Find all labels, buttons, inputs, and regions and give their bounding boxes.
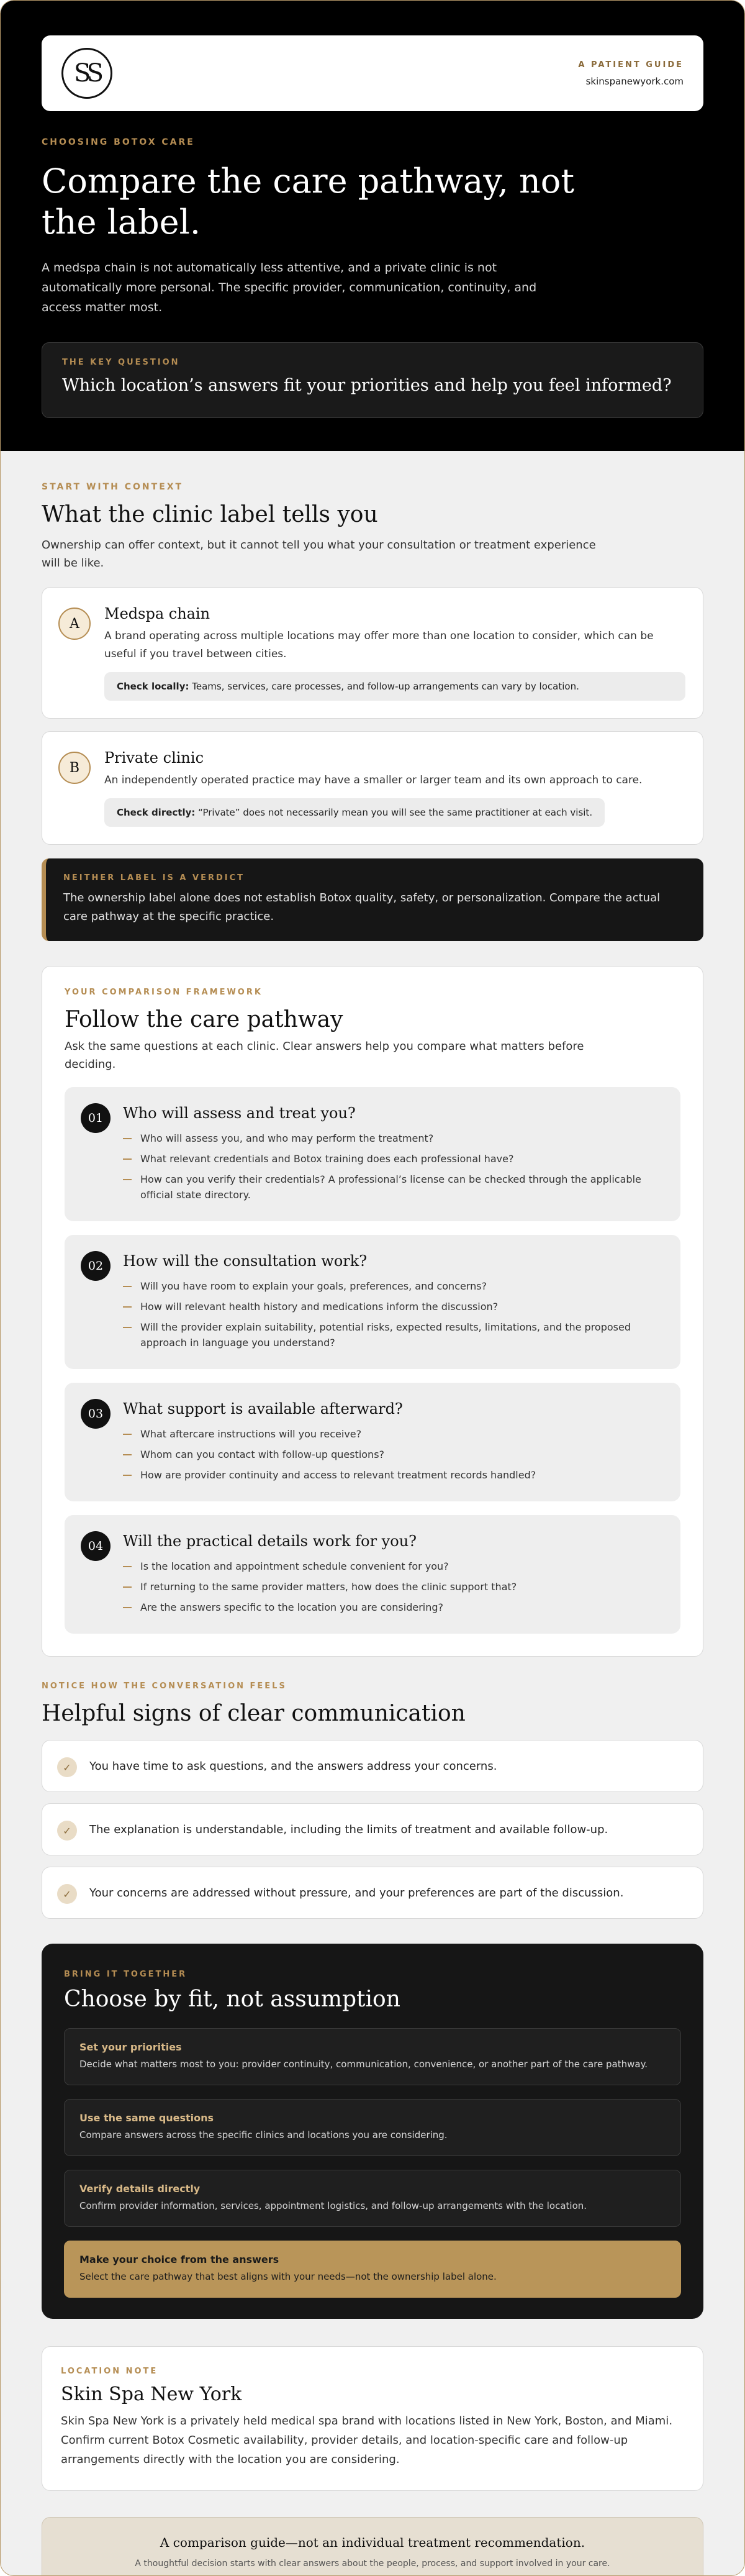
key-question-label: THE KEY QUESTION	[62, 358, 180, 367]
footer-line-1: A comparison guide—not an individual treatment recommendation.	[160, 2535, 585, 2550]
step-title: Who will assess and treat you?	[123, 1104, 356, 1122]
together-eyebrow: BRING IT TOGETHER	[64, 1970, 187, 1979]
together-section	[1, 1944, 744, 2319]
together-title: Choose by fit, not assumption	[64, 1987, 400, 2012]
context-subtitle: Ownership can offer context, but it cannot tell you what your consultation or treatment experience will be like.	[42, 539, 596, 570]
context-eyebrow: START WITH CONTEXT	[42, 482, 184, 492]
list-item: If returning to the same provider matters, how does the clinic support that?	[123, 1579, 517, 1595]
location-section	[1, 2346, 744, 2491]
together-step	[64, 2170, 681, 2227]
page-title: Compare the care pathway, not the label.	[42, 162, 575, 242]
step-card	[65, 1383, 680, 1501]
list-item: Who will assess you, and who may perform the treatment?	[123, 1131, 666, 1146]
check-icon: ✓	[57, 1757, 77, 1777]
key-question: Which location’s answers fit your priorities and help you feel informed?	[62, 376, 672, 395]
check-icon: ✓	[57, 1884, 77, 1904]
hero-lede: A medspa chain is not automatically less attentive, and a private clinic is not automatically more personal. The specific provider, communication, continuity, and access matter most.	[42, 261, 537, 314]
step-number: 02	[81, 1251, 111, 1281]
step-title: How will the consultation work?	[123, 1252, 368, 1270]
brand-info	[578, 60, 684, 87]
verdict-callout	[42, 858, 703, 941]
signs-eyebrow: NOTICE HOW THE CONVERSATION FEELS	[42, 1682, 287, 1691]
letter-badge: A	[58, 608, 91, 640]
framework-subtitle: Ask the same questions at each clinic. Clear answers help you compare what matters before deciding.	[65, 1040, 584, 1071]
context-section	[1, 482, 744, 941]
label-card-note	[104, 672, 685, 701]
list-item: Whom can you contact with follow-up questions?	[123, 1447, 536, 1462]
list-item: What aftercare instructions will you receive?	[123, 1426, 536, 1442]
location-title: Skin Spa New York	[61, 2383, 242, 2405]
together-step-final	[64, 2241, 681, 2298]
label-card-body: An independently operated practice may have a smaller or larger team and its own approach to care.	[104, 774, 643, 786]
hero	[1, 1, 744, 451]
step-questions	[123, 1278, 666, 1350]
label-card-medspa-chain	[42, 587, 703, 719]
sign-text: The explanation is understandable, including the limits of treatment and available follow-up.	[89, 1823, 608, 1836]
step-card	[65, 1087, 680, 1221]
framework-title: Follow the care pathway	[65, 1007, 343, 1032]
list-item: How are provider continuity and access to relevant treatment records handled?	[123, 1467, 536, 1483]
label-card-private-clinic	[42, 731, 703, 845]
footer-line-2: A thoughtful decision starts with clear answers about the people, process, and support involved in your care.	[135, 2559, 610, 2569]
note-text: Teams, services, care processes, and follow-up arrangements can vary by location.	[192, 681, 579, 692]
step-number: 01	[81, 1103, 111, 1133]
signs-section	[1, 1682, 744, 1919]
step-questions	[123, 1131, 666, 1203]
step-card	[65, 1515, 680, 1634]
footer	[42, 2517, 703, 2576]
brand-bar	[42, 35, 703, 111]
together-step-body: Decide what matters most to you: provider continuity, communication, convenience, or another part of the care pathway.	[79, 2059, 648, 2070]
location-body: Skin Spa New York is a privately held medical spa brand with locations listed in New York, Boston, and Miami. Confirm current Botox Cosmetic availability, provider details, and location-specific care and follow-up arrangements directly with the location you are considering.	[61, 2414, 673, 2466]
sign-text: You have time to ask questions, and the answers address your concerns.	[89, 1759, 497, 1773]
sign-item	[42, 1803, 703, 1855]
framework-card	[42, 966, 703, 1657]
location-card	[42, 2346, 703, 2491]
logo[interactable]: SS	[61, 48, 112, 99]
list-item: Are the answers specific to the location you are considering?	[123, 1600, 517, 1615]
together-step	[64, 2028, 681, 2085]
together-step-body: Compare answers across the specific clinics and locations you are considering.	[79, 2129, 448, 2141]
together-card	[42, 1944, 703, 2319]
list-item: Is the location and appointment schedule convenient for you?	[123, 1559, 517, 1574]
step-number: 04	[81, 1531, 111, 1561]
list-item: What relevant credentials and Botox training does each professional have?	[123, 1151, 666, 1167]
together-step-title: Verify details directly	[79, 2183, 201, 2195]
footer-section	[1, 2517, 744, 2576]
key-question-box	[42, 342, 703, 418]
list-item: How can you verify their credentials? A professional’s license can be checked through the applicable official state directory.	[123, 1172, 666, 1203]
together-step-body: Select the care pathway that best aligns with your needs—not the ownership label alone.	[79, 2271, 497, 2282]
step-number: 03	[81, 1399, 111, 1429]
verdict-eyebrow: NEITHER LABEL IS A VERDICT	[63, 873, 245, 883]
verdict-text: The ownership label alone does not establish Botox quality, safety, or personalization. Compare the actual care pathway at the specific practice.	[63, 891, 661, 923]
together-step-title: Use the same questions	[79, 2112, 214, 2124]
note-label: Check locally:	[117, 681, 189, 692]
label-card-title: Medspa chain	[104, 605, 210, 622]
step-title: What support is available afterward?	[123, 1400, 403, 1418]
site-link[interactable]: skinspanewyork.com	[585, 75, 684, 87]
step-questions	[123, 1426, 536, 1483]
signs-title: Helpful signs of clear communication	[42, 1701, 466, 1726]
note-label: Check directly:	[117, 807, 196, 818]
framework-section	[1, 966, 744, 1657]
list-item: Will you have room to explain your goals, preferences, and concerns?	[123, 1278, 666, 1294]
sign-item	[42, 1867, 703, 1919]
together-step-body: Confirm provider information, services, appointment logistics, and follow-up arrangements with the location.	[79, 2200, 587, 2211]
together-step	[64, 2099, 681, 2156]
guide-label: A PATIENT GUIDE	[578, 60, 684, 70]
together-step-title: Set your priorities	[79, 2041, 182, 2053]
location-eyebrow: LOCATION NOTE	[61, 2367, 158, 2376]
list-item: Will the provider explain suitability, potential risks, expected results, limitations, and the proposed approach in language you understand?	[123, 1319, 666, 1350]
together-step-title: Make your choice from the answers	[79, 2254, 279, 2265]
label-card-title: Private clinic	[104, 749, 204, 767]
step-questions	[123, 1559, 517, 1615]
hero-eyebrow: CHOOSING BOTOX CARE	[42, 137, 195, 147]
label-card-body: A brand operating across multiple locations may offer more than one location to consider, which can be useful if you travel between cities.	[104, 630, 654, 660]
context-title: What the clinic label tells you	[42, 502, 378, 527]
sign-item	[42, 1740, 703, 1792]
note-text: “Private” does not necessarily mean you will see the same practitioner at each visit.	[198, 807, 593, 818]
list-item: How will relevant health history and medications inform the discussion?	[123, 1299, 666, 1314]
step-title: Will the practical details work for you?	[123, 1532, 417, 1550]
step-card	[65, 1235, 680, 1369]
check-icon: ✓	[57, 1821, 77, 1841]
letter-badge: B	[58, 752, 91, 784]
framework-eyebrow: YOUR COMPARISON FRAMEWORK	[65, 988, 263, 997]
sign-text: Your concerns are addressed without pressure, and your preferences are part of the discussion.	[89, 1886, 624, 1900]
label-card-note	[104, 798, 605, 827]
